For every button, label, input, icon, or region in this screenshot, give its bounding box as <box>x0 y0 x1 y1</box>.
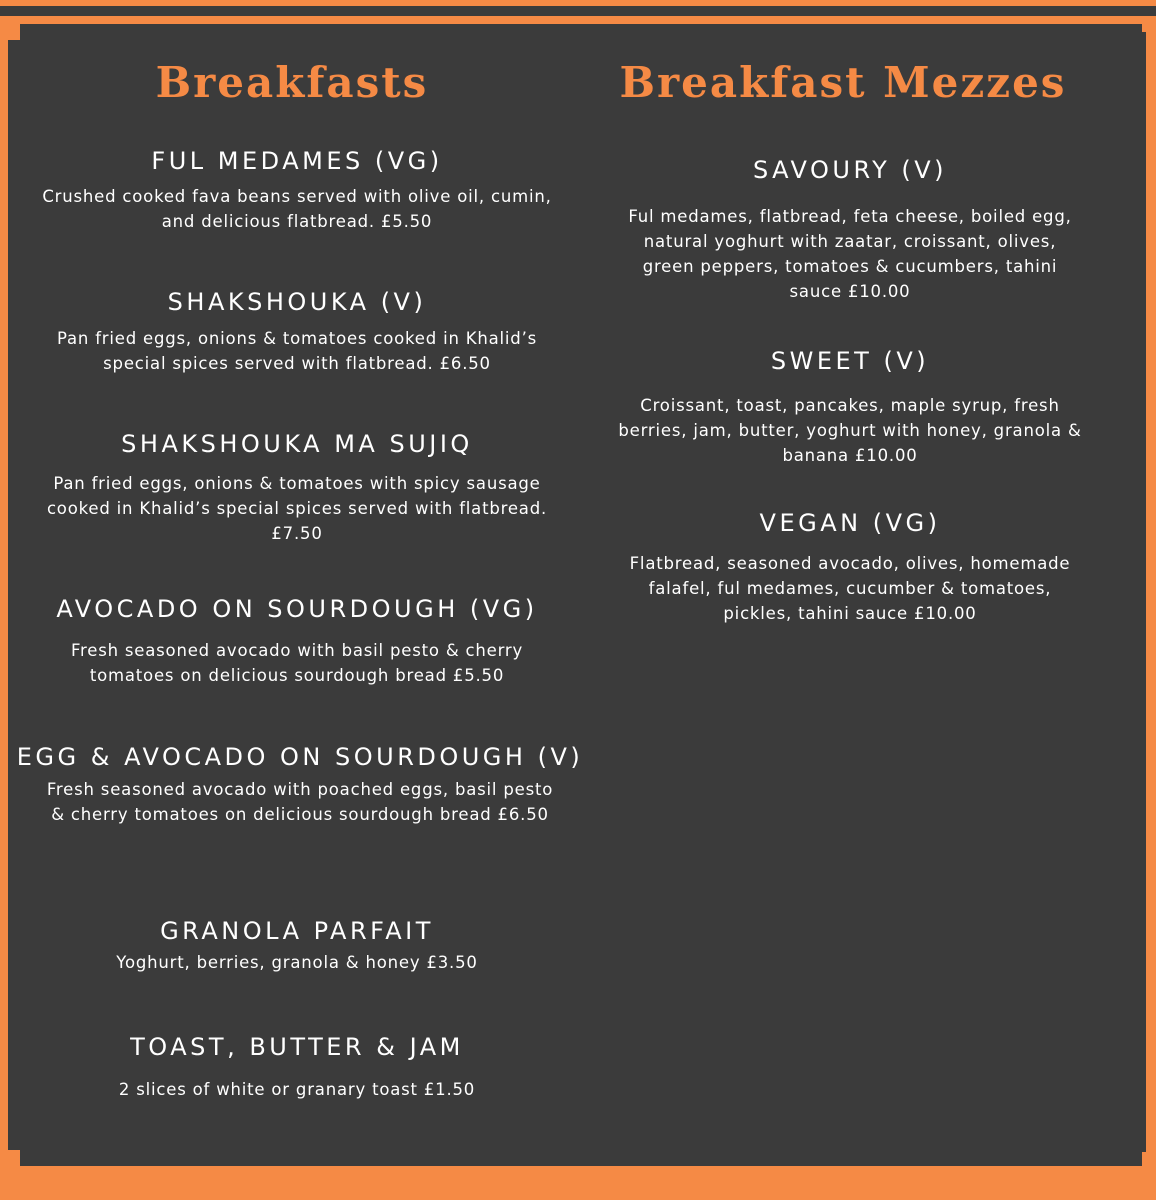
item-name: SAVOURY (V) <box>752 156 948 184</box>
item-name: EGG & AVOCADO ON SOURDOUGH (V) <box>16 743 584 771</box>
item-name: TOAST, BUTTER & JAM <box>130 1033 464 1061</box>
menu-item-vegan-mezze <box>615 508 1085 626</box>
item-name: GRANOLA PARFAIT <box>160 917 434 945</box>
menu-item-shakshouka <box>32 287 562 376</box>
item-name: SHAKSHOUKA MA SUJIQ <box>121 430 473 458</box>
item-description: 2 slices of white or granary toast £1.50 <box>118 1080 476 1099</box>
item-name: FUL MEDAMES (VG) <box>151 147 443 175</box>
item-description: Fresh seasoned avocado with basil pesto & cherry tomatoes on delicious sourdough bread £5.50 <box>70 641 524 685</box>
item-description: Yoghurt, berries, granola & honey £3.50 <box>116 953 478 972</box>
item-description: Ful medames, flatbread, feta cheese, boiled egg, natural yoghurt with zaatar, croissant, olives, green peppers, tomatoes & cucumbers, tahini sauce £10.00 <box>628 207 1072 301</box>
menu-item-avocado-on-sourdough <box>32 594 562 688</box>
item-name: AVOCADO ON SOURDOUGH (VG) <box>56 595 538 623</box>
item-description: Croissant, toast, pancakes, maple syrup, fresh berries, jam, butter, yoghurt with honey, granola & banana £10.00 <box>618 396 1082 465</box>
item-name: SWEET (V) <box>770 347 930 375</box>
item-description: Pan fried eggs, onions & tomatoes cooked in Khalid’s special spices served with flatbread. £6.50 <box>56 329 538 373</box>
item-description: Fresh seasoned avocado with poached eggs, basil pesto & cherry tomatoes on delicious sourdough bread £6.50 <box>46 780 554 824</box>
menu-item-toast-butter-jam <box>32 1032 562 1102</box>
menu-item-savoury-mezze <box>615 155 1085 304</box>
menu-item-sweet-mezze <box>615 346 1085 468</box>
breakfasts-heading: Breakfasts <box>155 58 429 107</box>
item-name: VEGAN (VG) <box>759 509 941 537</box>
item-name: SHAKSHOUKA (V) <box>167 288 427 316</box>
breakfast-mezzes-heading: Breakfast Mezzes <box>619 58 1067 107</box>
menu-item-shakshouka-ma-sujiq <box>32 429 562 546</box>
board-edge-top <box>0 6 1156 16</box>
item-description: Flatbread, seasoned avocado, olives, homemade falafel, ful medames, cucumber & tomatoes, pickles, tahini sauce £10.00 <box>629 554 1071 623</box>
menu-item-ful-medames <box>32 146 562 234</box>
item-description: Crushed cooked fava beans served with olive oil, cumin, and delicious flatbread. £5.50 <box>42 187 552 231</box>
menu-item-granola-parfait <box>32 916 562 975</box>
item-description: Pan fried eggs, onions & tomatoes with spicy sausage cooked in Khalid’s special spices served with flatbread. £7.50 <box>46 474 548 543</box>
menu-item-egg-avocado-on-sourdough <box>4 742 596 827</box>
